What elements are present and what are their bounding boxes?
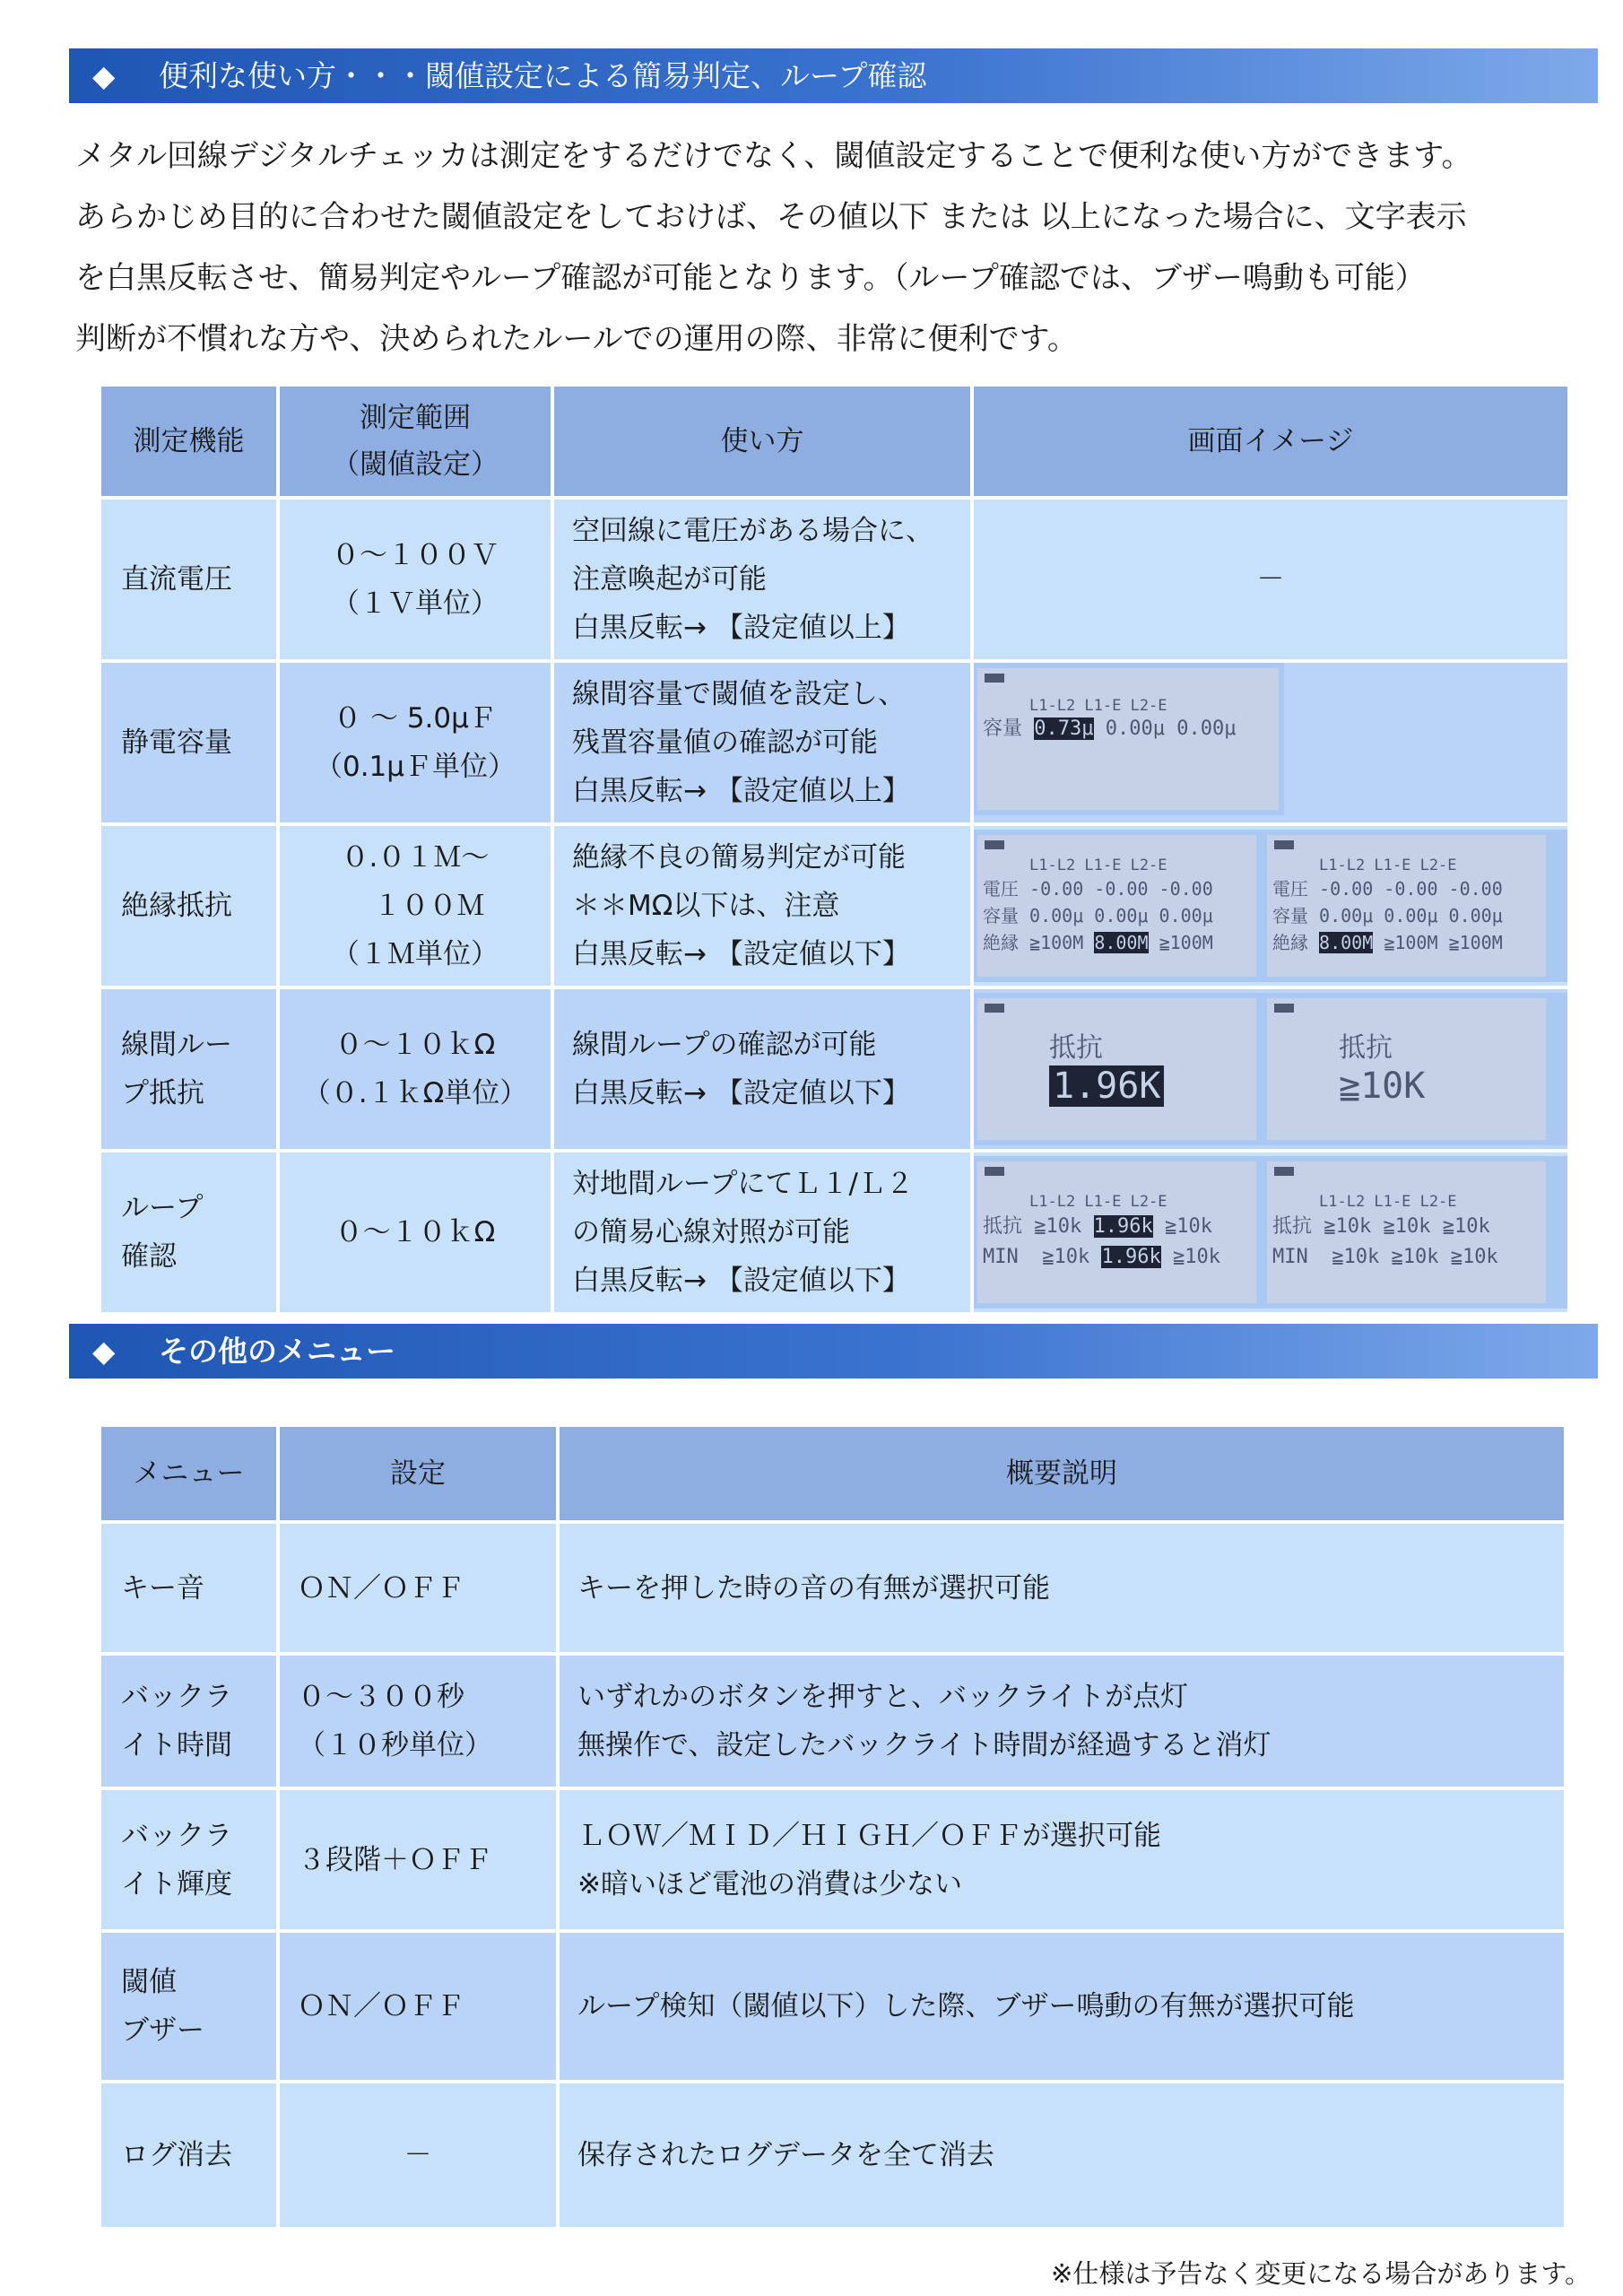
cell-function: 静電容量 xyxy=(101,663,276,822)
intro-line: あらかじめ目的に合わせた閾値設定をしておけば、その値以下 または 以上になった場合に、文字表示 xyxy=(75,199,1467,235)
lcd-header: L1-L2 L1-E L2-E xyxy=(1319,857,1457,874)
table-row xyxy=(101,1790,1564,1929)
battery-icon xyxy=(1274,840,1294,849)
lcd-row: 電圧 -0.00 -0.00 -0.00 xyxy=(983,878,1213,900)
cell-setting: ０～３００秒 （１０秒単位） xyxy=(280,1656,556,1787)
lcd-row: MIN ≧10k ≧10k ≧10k xyxy=(1272,1246,1498,1268)
lcd-row: 容量 0.00μ 0.00μ 0.00μ xyxy=(1272,905,1503,926)
lcd-row: 絶縁 ≧100M 8.00M ≧100M xyxy=(983,932,1213,953)
cell-screen-image xyxy=(974,1152,1567,1312)
lcd-row: 抵抗 ≧10k 1.96k ≧10k xyxy=(983,1215,1212,1238)
lcd-header: L1-L2 L1-E L2-E xyxy=(1029,697,1167,715)
table-row xyxy=(101,1933,1564,2080)
lcd-row: 容量 0.00μ 0.00μ 0.00μ xyxy=(983,905,1213,926)
lcd-screen xyxy=(1267,1161,1546,1303)
spec-change-footnote: ※仕様は予告なく変更になる場合があります。 xyxy=(1051,2258,1591,2289)
cell-function: ループ 確認 xyxy=(101,1152,276,1312)
battery-icon xyxy=(1274,1004,1294,1013)
cell-description: ループ検知（閾値以下）した際、ブザー鳴動の有無が選択可能 xyxy=(560,1933,1564,2080)
cell-screen-image xyxy=(974,826,1567,986)
table-row xyxy=(101,1152,1567,1312)
intro-line: を白黒反転させ、簡易判定やループ確認が可能となります。（ループ確認では、ブザー鳴動も可能） xyxy=(75,260,1426,296)
cell-usage: 線間容量で閾値を設定し、 残置容量値の確認が可能 白黒反転→ 【設定値以上】 xyxy=(554,663,970,822)
cell-screen-image xyxy=(974,989,1567,1149)
cell-screen-image xyxy=(974,663,1567,822)
cell-usage: 空回線に電圧がある場合に、 注意喚起が可能 白黒反転→ 【設定値以上】 xyxy=(554,500,970,659)
table-row xyxy=(101,2083,1564,2227)
lcd-label: 抵抗 xyxy=(1339,1032,1393,1064)
lcd-header: L1-L2 L1-E L2-E xyxy=(1319,1193,1457,1211)
battery-icon xyxy=(985,674,1004,683)
battery-icon xyxy=(1274,1167,1294,1176)
lcd-row: 絶縁 8.00M ≧100M ≧100M xyxy=(1272,932,1503,953)
cell-menu: 閾値 ブザー xyxy=(101,1933,276,2080)
cell-usage: 絶縁不良の簡易判定が可能 ＊＊MΩ以下は、注意 白黒反転→ 【設定値以下】 xyxy=(554,826,970,986)
header-menu: メニュー xyxy=(101,1427,276,1520)
cell-setting: ＯＮ／ＯＦＦ xyxy=(280,1524,556,1652)
cell-function: 線間ルー プ抵抗 xyxy=(101,989,276,1149)
cell-setting: ３段階＋ＯＦＦ xyxy=(280,1790,556,1929)
table-row xyxy=(101,1524,1564,1652)
lcd-value: ≧10K xyxy=(1339,1065,1426,1107)
lcd-screen xyxy=(977,668,1279,810)
cell-setting: － xyxy=(280,2083,556,2227)
header-screen-image: 画面イメージ xyxy=(974,387,1567,496)
lcd-row: 電圧 -0.00 -0.00 -0.00 xyxy=(1272,878,1503,900)
lcd-loop-check-image xyxy=(974,1156,1567,1309)
header-range: 測定範囲 （閾値設定） xyxy=(280,387,551,496)
cell-usage: 線間ループの確認が可能 白黒反転→ 【設定値以下】 xyxy=(554,989,970,1149)
cell-range: ０ ～ 5.0μＦ （0.1μＦ単位） xyxy=(280,663,551,822)
lcd-insulation-image xyxy=(974,830,1567,982)
cell-function: 絶縁抵抗 xyxy=(101,826,276,986)
cell-usage: 対地間ループにてＬ１/Ｌ２ の簡易心線対照が可能 白黒反転→ 【設定値以下】 xyxy=(554,1152,970,1312)
intro-line: 判断が不慣れな方や、決められたルールでの運用の際、非常に便利です。 xyxy=(75,321,1078,357)
diamond-icon: ◆ xyxy=(92,1334,116,1369)
cell-screen-image: － xyxy=(974,500,1567,659)
intro-line: メタル回線デジタルチェッカは測定をするだけでなく、閾値設定することで便利な使い方ができます。 xyxy=(75,138,1472,174)
cell-range: ０～１０ｋΩ xyxy=(280,1152,551,1312)
lcd-label: 抵抗 xyxy=(1049,1032,1103,1064)
cell-menu: ログ消去 xyxy=(101,2083,276,2227)
battery-icon xyxy=(985,1167,1004,1176)
cell-range: ０～１０ｋΩ （０.１ｋΩ単位） xyxy=(280,989,551,1149)
lcd-header: L1-L2 L1-E L2-E xyxy=(1029,857,1167,874)
battery-icon xyxy=(985,1004,1004,1013)
lcd-screen xyxy=(1267,998,1546,1140)
lcd-capacitance-image xyxy=(974,663,1284,815)
header-usage: 使い方 xyxy=(554,387,970,496)
lcd-row: 容量 0.73μ 0.00μ 0.00μ xyxy=(983,718,1237,740)
cell-description: 保存されたログデータを全て消去 xyxy=(560,2083,1564,2227)
table-row xyxy=(101,663,1567,822)
lcd-row: MIN ≧10k 1.96k ≧10k xyxy=(983,1246,1220,1268)
section-title: 便利な使い方・・・閾値設定による簡易判定、ループ確認 xyxy=(159,58,927,93)
section-header-usage xyxy=(69,48,1598,103)
threshold-table xyxy=(98,383,1571,1316)
cell-setting: ＯＮ／ＯＦＦ xyxy=(280,1933,556,2080)
header-function: 測定機能 xyxy=(101,387,276,496)
cell-menu: バックラ イト時間 xyxy=(101,1656,276,1787)
lcd-value: 1.96K xyxy=(983,1065,1251,1107)
cell-range: ０.０１Ｍ～ １００Ｍ （１Ｍ単位） xyxy=(280,826,551,986)
table-row xyxy=(101,500,1567,659)
table-header-row xyxy=(101,1427,1564,1520)
cell-function: 直流電圧 xyxy=(101,500,276,659)
cell-range: ０～１００Ｖ （１Ｖ単位） xyxy=(280,500,551,659)
section-header-other-menu xyxy=(69,1324,1598,1378)
header-description: 概要説明 xyxy=(560,1427,1564,1520)
lcd-loop-resistance-image xyxy=(974,993,1567,1145)
table-row xyxy=(101,1656,1564,1787)
lcd-header: L1-L2 L1-E L2-E xyxy=(1029,1193,1167,1211)
cell-description: キーを押した時の音の有無が選択可能 xyxy=(560,1524,1564,1652)
lcd-screen xyxy=(1267,835,1546,977)
table-row xyxy=(101,989,1567,1149)
cell-description: ＬＯＷ／ＭＩＤ／ＨＩＧＨ／ＯＦＦが選択可能 ※暗いほど電池の消費は少ない xyxy=(560,1790,1564,1929)
intro-paragraph xyxy=(75,126,1600,370)
lcd-screen xyxy=(977,1161,1256,1303)
battery-icon xyxy=(985,840,1004,849)
lcd-row: 抵抗 ≧10k ≧10k ≧10k xyxy=(1272,1215,1490,1238)
section-title: その他のメニュー xyxy=(159,1334,395,1369)
table-row xyxy=(101,826,1567,986)
lcd-screen xyxy=(977,998,1256,1140)
cell-menu: バックラ イト輝度 xyxy=(101,1790,276,1929)
header-setting: 設定 xyxy=(280,1427,556,1520)
table-header-row xyxy=(101,387,1567,496)
cell-description: いずれかのボタンを押すと、バックライトが点灯 無操作で、設定したバックライト時間が経過すると消灯 xyxy=(560,1656,1564,1787)
menu-table xyxy=(98,1423,1567,2231)
lcd-screen xyxy=(977,835,1256,977)
diamond-icon: ◆ xyxy=(92,58,116,93)
cell-menu: キー音 xyxy=(101,1524,276,1652)
